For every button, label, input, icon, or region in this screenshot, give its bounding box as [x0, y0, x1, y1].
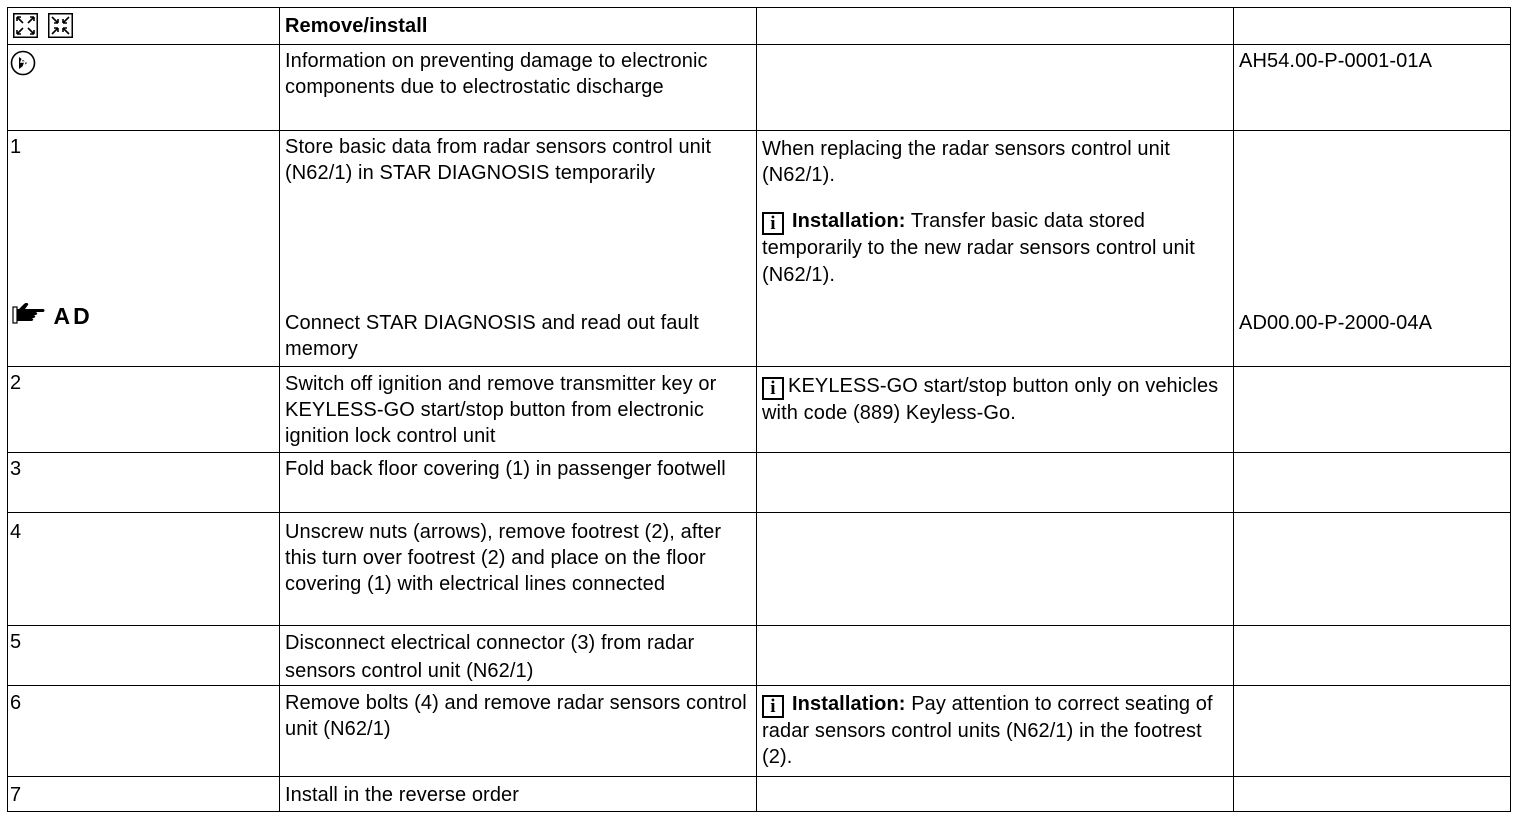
installation-label: Installation:: [792, 693, 906, 715]
installation-text: Transfer basic data stored temporarily to the new radar sensors control unit (N62/1).: [762, 210, 1195, 286]
info-icon: i: [762, 212, 784, 235]
esd-ref-link[interactable]: AH54.00-P-0001-01A: [1239, 50, 1433, 72]
esd-warning-icon: [10, 59, 36, 81]
step-text: Unscrew nuts (arrows), remove footrest (2), after this turn over footrest (2) and place on the floor covering (1) with electrical lines connected: [285, 521, 722, 595]
step-number: 3: [10, 458, 22, 480]
step-note: [757, 367, 1233, 426]
note-text: KEYLESS-GO start/stop button only on vehicles with code (889) Keyless-Go.: [762, 375, 1219, 424]
header-row: [8, 8, 1511, 45]
step-number: 4: [10, 521, 22, 543]
step-text: Switch off ignition and remove transmitter key or KEYLESS-GO start/stop button from electronic ignition lock control unit: [285, 373, 717, 447]
step-text: Disconnect electrical connector (3) from radar sensors control unit (N62/1): [285, 632, 695, 682]
procedure-table: [7, 7, 1511, 812]
procedure-sheet: [7, 7, 1510, 813]
step-number: 2: [10, 372, 22, 394]
collapse-all-icon[interactable]: [48, 13, 73, 38]
step-number: 1: [10, 136, 22, 158]
step-row-1: [8, 131, 1511, 367]
step-number: 6: [10, 692, 22, 714]
step-text: Install in the reverse order: [285, 784, 520, 806]
info-icon: i: [762, 695, 784, 718]
pointing-hand-icon: [11, 303, 54, 329]
sub-step-text: Connect STAR DIAGNOSIS and read out fault memory: [285, 312, 699, 360]
ad-ref-link[interactable]: AD00.00-P-2000-04A: [1239, 312, 1433, 334]
step-row-7: [8, 777, 1511, 812]
step-row-5: [8, 626, 1511, 686]
step-note: When replacing the radar sensors control unit (N62/1).: [762, 138, 1171, 186]
info-icon: i: [762, 377, 784, 400]
installation-note: [762, 208, 1227, 289]
section-title: Remove/install: [285, 15, 428, 37]
step-number: 7: [10, 784, 22, 806]
esd-row: [8, 45, 1511, 131]
installation-text: Pay attention to correct seating of radar sensors control units (N62/1) in the footrest (2).: [762, 693, 1213, 768]
step-row-3: [8, 453, 1511, 513]
step-number: 5: [10, 631, 22, 653]
ad-label: AD: [53, 303, 93, 329]
installation-label: Installation:: [792, 210, 906, 232]
installation-note: [757, 686, 1233, 770]
step-row-4: [8, 513, 1511, 626]
step-text: Remove bolts (4) and remove radar sensors control unit (N62/1): [285, 692, 747, 740]
expand-all-icon[interactable]: [13, 13, 38, 38]
step-text: Fold back floor covering (1) in passenger footwell: [285, 458, 726, 480]
step-row-2: [8, 367, 1511, 453]
step-text: Store basic data from radar sensors control unit (N62/1) in STAR DIAGNOSIS temporarily: [285, 136, 712, 184]
step-row-6: [8, 686, 1511, 777]
esd-text: Information on preventing damage to electronic components due to electrostatic discharge: [285, 50, 708, 98]
ad-marker: [11, 303, 93, 329]
